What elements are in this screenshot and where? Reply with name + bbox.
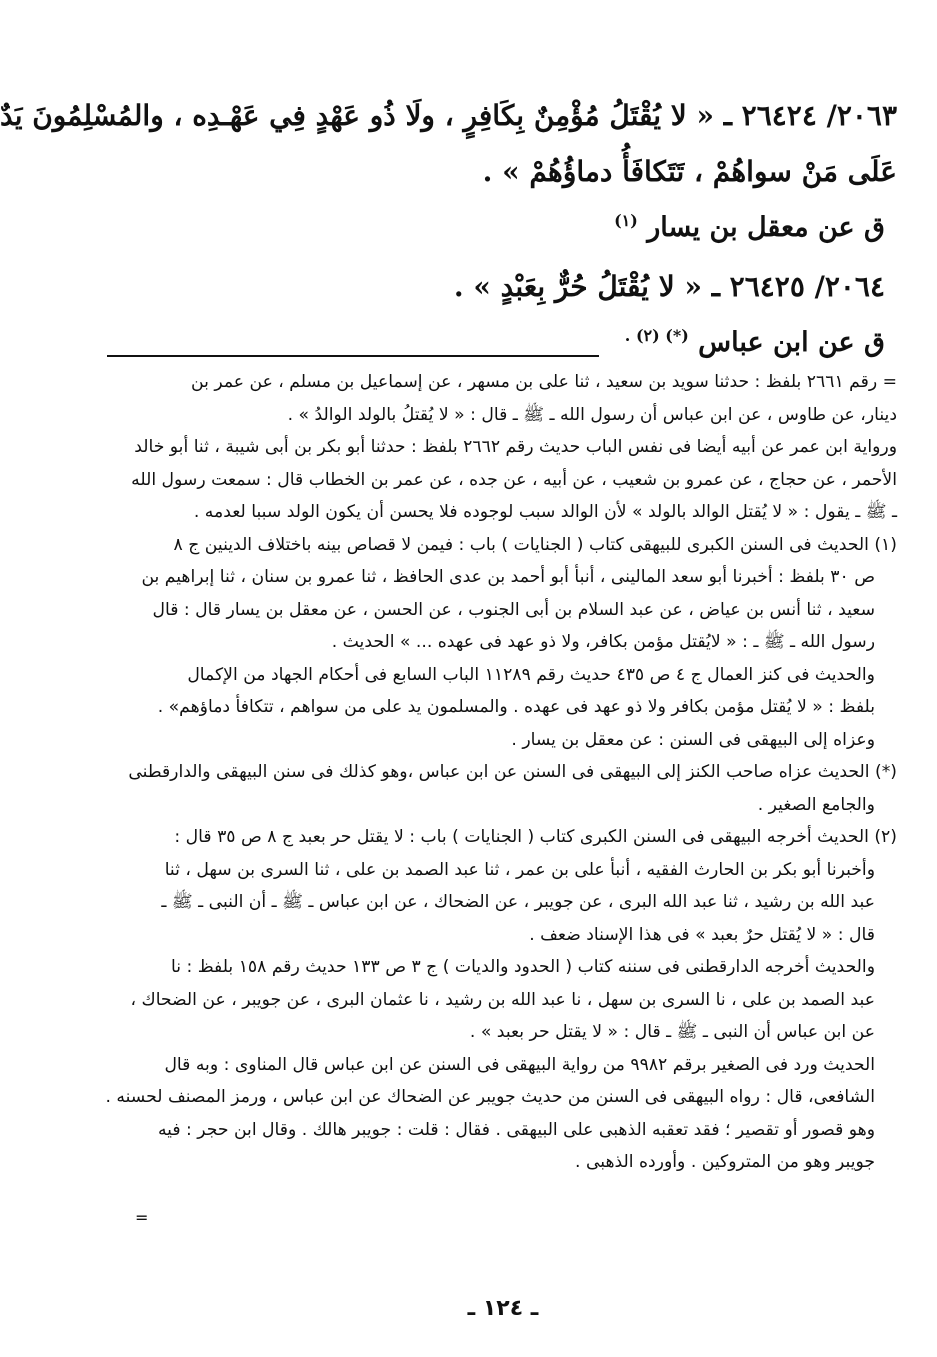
hadith-text-block	[0, 88, 897, 374]
footnote-line: = رقم ٢٦٦١ بلفظ : حدثنا سويد بن سعيد ، ثنا على بن مسهر ، عن إسماعيل بن مسلم ، عن عمر بن	[191, 372, 897, 392]
source-text: ق عن ابن عباس	[698, 327, 885, 358]
source-text: ق عن معقل بن يسار	[647, 212, 885, 243]
footnote-line: رسول الله ـ ﷺ ـ : « لايُقتل مؤمن بكافر، ولا ذو عهد فى عهده ... » الحديث .	[331, 632, 875, 652]
footnote-line: الحديث ورد فى الصغير برقم ٩٩٨٢ من رواية البيهقى فى السنن عن ابن عباس قال المناوى : وبه قال	[164, 1054, 875, 1075]
footnote-star-line: (*) الحديث عزاه صاحب الكنز إلى البيهقى فى السنن عن ابن عباس ،وهو كذلك فى سنن البيهقى والدارقطنى	[128, 762, 897, 782]
hadith-2064-line-1: ٢٠٦٤/ ٢٦٤٢٥ ـ « لا يُقْتَلُ حُرٌّ بِعَبْدٍ » .	[453, 270, 885, 303]
footnote-2-line: (٢) الحديث أخرجه البيهقى فى السنن الكبرى كتاب ( الجنايات ) باب : لا يقتل حر بعبد ج ٨ ص ٣٥ قال :	[174, 827, 897, 847]
hadith-2063-line-2: عَلَى مَنْ سواهُمْ ، تَتَكافَأُ دماؤُهُمْ » .	[482, 155, 897, 188]
footnotes-block	[105, 366, 897, 1179]
footnote-line: والحديث أخرجه الدارقطنى فى سننه كتاب ( الحدود والديات ) ج ٣ ص ١٣٣ حديث رقم ١٥٨ بلفظ : نا	[171, 957, 875, 977]
hadith-2063-line-1: ٢٠٦٣/ ٢٦٤٢٤ ـ « لا يُقْتَلُ مُؤْمِنٌ بِكَافِرٍ ، ولَا ذُو عَهْدٍ فِي عَهْـدِه ، والمُسْلِمُونَ يَدٌ	[0, 99, 897, 132]
footnote-line: سعيد ، ثنا أنس بن عياض ، عن عبد السلام بن أبى الجنوب ، عن الحسن ، عن معقل بن يسار قال : قال	[152, 599, 875, 620]
footnote-line: والحديث فى كنز العمال ج ٤ ص ٤٣٥ حديث رقم ١١٢٨٩ الباب السابع فى أحكام الجهاد من الإكمال	[187, 664, 875, 685]
footnote-1-line: (١) الحديث فى السنن الكبرى للبيهقى كتاب ( الجنايات ) باب : فيمن لا قصاص بينه باختلاف الدينين ج ٨	[173, 534, 897, 555]
footnote-line: عبد الله بن رشيد ، ثنا عبد الله البرى ، عن جويبر ، عن الضحاك ، عن ابن عباس ـ ﷺ ـ أن النبى ـ ﷺ ـ	[161, 892, 875, 912]
footnote-line: دينار، عن طاوس ، عن ابن عباس أن رسول الله ـ ﷺ ـ قال : « لا يُقتلُ بالولد الوالدُ » .	[287, 404, 897, 425]
footnote-line: بلفظ : « لا يُقتل مؤمن بكافر ولا ذو عهد فى عهده . والمسلمون يد على من سواهم ، تتكافأ دماؤهم» .	[157, 697, 875, 717]
footnote-line: الشافعى، قال : رواه البيهقى فى السنن من حديث جويبر عن الضحاك عن ابن عباس ، ورمز المصنف لحسنه .	[105, 1087, 875, 1107]
continuation-mark: =	[135, 1208, 149, 1227]
footnote-line: عن ابن عباس أن النبى ـ ﷺ ـ قال : « لا يقتل حر بعبد » .	[469, 1022, 875, 1042]
footnote-line: والجامع الصغير .	[757, 794, 875, 815]
footnote-divider	[107, 355, 599, 357]
footnote-line: وأخبرنا أبو بكر بن الحارث الفقيه ، أنبأ على بن عمر ، ثنا عبد الصمد بن على ، ثنا السرى بن سهل ، ثنا	[164, 859, 875, 880]
footnote-line: ورواية ابن عمر عن أبيه أيضا فى نفس الباب حديث رقم ٢٦٦٢ بلفظ : حدثنا أبو بكر بن أبى شيبة ، ثنا أبو خالد	[134, 437, 897, 457]
footnote-line: الأحمر ، عن حجاج ، عن عمرو بن شعيب ، عن أبيه ، عن جده ، عن عمر بن الخطاب قال : سمعت رسول الله	[131, 469, 897, 490]
footnote-line: ص ٣٠ بلفظ : أخبرنا أبو سعد المالينى ، أنبأ أبو أحمد بن عدى الحافظ ، ثنا عمرو بن سنان ، ثنا إبراهيم بن	[141, 567, 875, 587]
hadith-2063-source	[161, 200, 897, 259]
footnote-ref: (*) (٢) .	[624, 326, 689, 345]
page-number: ـ ١٢٤ ـ	[467, 1296, 539, 1321]
footnote-line: وعزاه إلى البيهقى فى السنن : عن معقل بن يسار .	[511, 729, 875, 750]
footnote-line: عبد الصمد بن على ، نا السرى بن سهل ، نا عبد الله بن رشيد ، نا عثمان البرى ، عن جويبر ، عن الضحاك ،	[130, 989, 875, 1010]
footnote-line: قال : « لا يُقتل حرٌ بعبد » فى هذا الإسناد ضعف .	[529, 924, 875, 945]
footnote-line: جويبر وهو من المتروكين . وأورده الذهبى .	[575, 1152, 875, 1172]
footnote-ref: (١)	[614, 211, 638, 230]
footnote-line: وهو قصور أو تقصير ؛ فقد تعقبه الذهبى على البيهقى . فقال : قلت : جويبر هالك . وقال ابن حجر : فيه	[157, 1119, 875, 1140]
footnote-line: ـ ﷺ ـ يقول : « لا يُقتل الوالد بالولد » لأن الوالد سبب لوجوده فلا يحسن أن يكون الولد سببا لعدمه .	[193, 502, 897, 522]
